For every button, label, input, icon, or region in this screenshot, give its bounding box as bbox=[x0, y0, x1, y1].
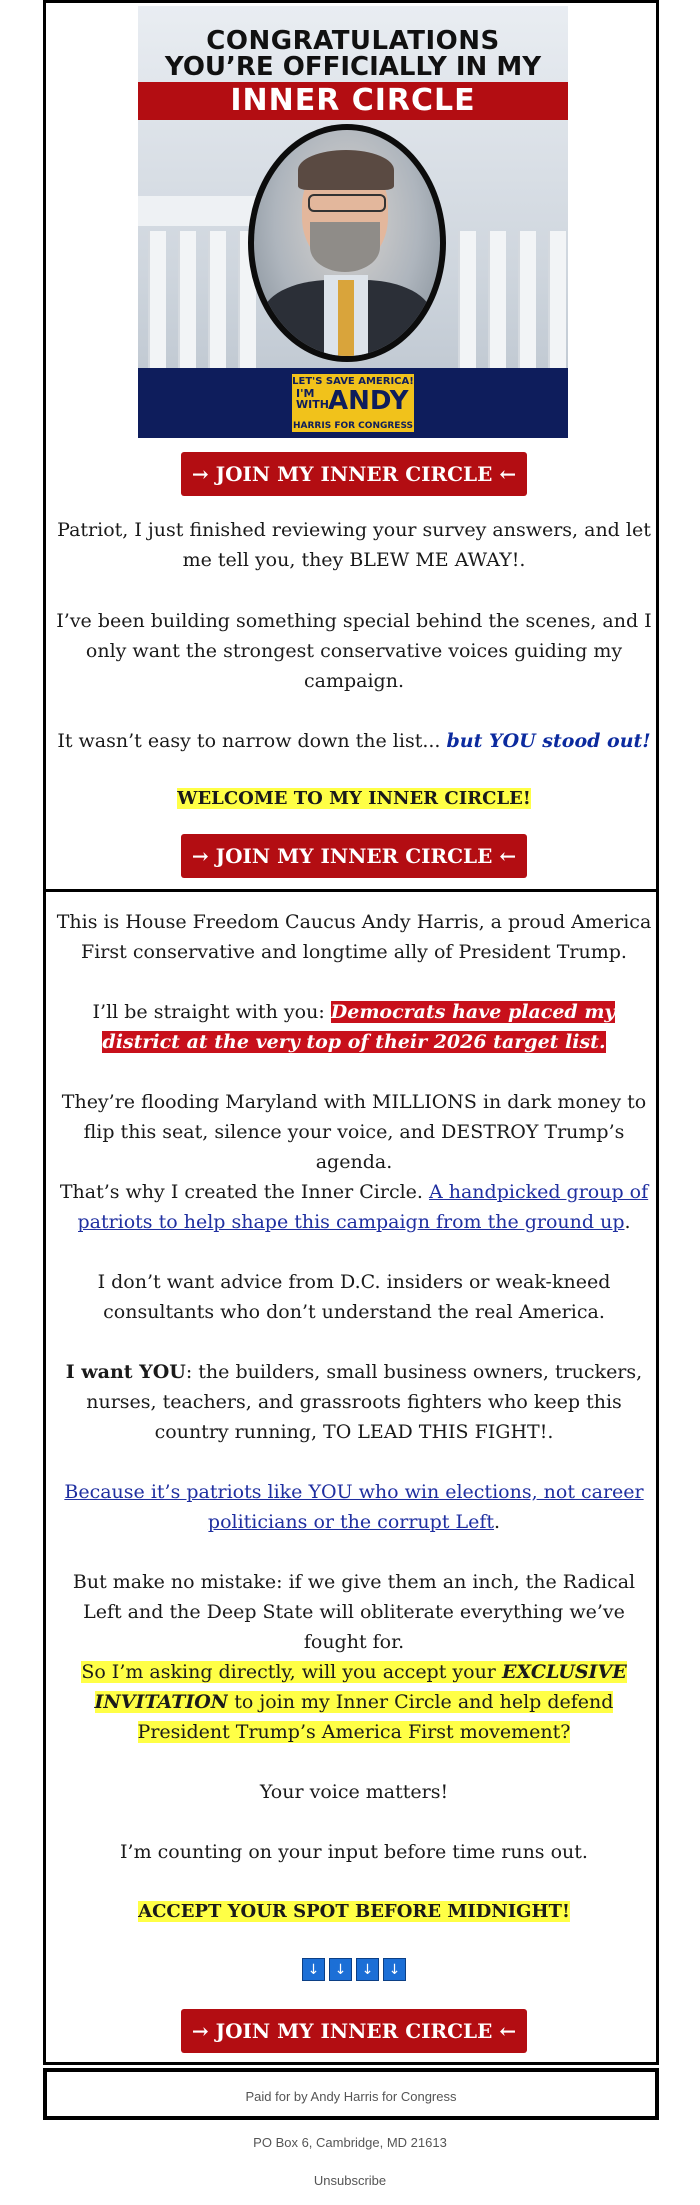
paragraph-invitation bbox=[56, 1657, 652, 1747]
inner-circle-link[interactable]: A handpicked group of patriots to help shape this campaign from the ground up bbox=[77, 1181, 649, 1233]
hero-image bbox=[138, 6, 568, 438]
down-arrow-icon: ↓ bbox=[383, 1958, 406, 1981]
inner-circle-text: That’s why I created the Inner Circle. bbox=[59, 1181, 429, 1203]
paragraph-voice-matters: Your voice matters! bbox=[259, 1781, 449, 1803]
welcome-highlight: WELCOME TO MY INNER CIRCLE! bbox=[177, 788, 531, 809]
unsubscribe-link[interactable]: Unsubscribe bbox=[313, 2173, 387, 2188]
target-list-text: I’ll be straight with you: bbox=[92, 1001, 331, 1023]
down-arrow-icon: ↓ bbox=[329, 1958, 352, 1981]
join-inner-circle-button-3[interactable]: → JOIN MY INNER CIRCLE ← bbox=[181, 2009, 527, 2053]
down-arrow-icon: ↓ bbox=[356, 1958, 379, 1981]
mailing-address: PO Box 6, Cambridge, MD 21613 bbox=[253, 2135, 447, 2150]
down-arrow-icon: ↓ bbox=[302, 1958, 325, 1981]
stood-out-emphasis: but YOU stood out! bbox=[446, 730, 651, 752]
welcome-line bbox=[56, 784, 652, 814]
invitation-text-a: So I’m asking directly, will you accept your bbox=[81, 1661, 502, 1683]
logo-name: ANDY bbox=[328, 386, 409, 416]
paid-for-text: Paid for by Andy Harris for Congress bbox=[245, 2089, 457, 2104]
patriots-period: . bbox=[494, 1511, 501, 1533]
paid-for-box bbox=[43, 2068, 659, 2120]
letter-card bbox=[43, 889, 659, 2065]
join-inner-circle-button[interactable]: → JOIN MY INNER CIRCLE ← bbox=[181, 452, 527, 496]
campaign-logo bbox=[290, 372, 416, 434]
down-arrows bbox=[46, 1958, 662, 1981]
paragraph-building: I’ve been building something special behind the scenes, and I only want the strongest conservative voices guiding my campaign. bbox=[56, 610, 652, 692]
paragraph-insiders: I don’t want advice from D.C. insiders or weak-kneed consultants who don’t understand the real America. bbox=[97, 1271, 611, 1323]
invitation-text-c: to join my Inner Circle and help defend President Trump’s America First movement? bbox=[137, 1691, 614, 1743]
patriots-link[interactable]: Because it’s patriots like YOU who win elections, not career politicians or the corrupt Left bbox=[64, 1481, 644, 1533]
logo-subtitle: HARRIS FOR CONGRESS bbox=[293, 421, 413, 431]
paragraph-counting: I’m counting on your input before time runs out. bbox=[120, 1841, 588, 1863]
invitation-emphasis: EXCLUSIVE INVITATION bbox=[94, 1661, 627, 1713]
deadline-highlight: ACCEPT YOUR SPOT BEFORE MIDNIGHT! bbox=[138, 1901, 570, 1922]
stood-out-text: It wasn’t easy to narrow down the list... bbox=[57, 730, 447, 752]
paragraph-stood-out bbox=[56, 726, 652, 756]
hero-headline-2: YOU’RE OFFICIALLY IN MY bbox=[164, 52, 542, 82]
want-you-bold: I want YOU bbox=[65, 1361, 186, 1383]
paragraph-intro: This is House Freedom Caucus Andy Harris, a proud America First conservative and longtime ally of President Trump. bbox=[56, 911, 652, 963]
want-you-text: : the builders, small business owners, truckers, nurses, teachers, and grassroots fighters who keep this country running, TO LEAD THIS FIGHT!. bbox=[86, 1361, 643, 1443]
logo-im-with: I'M WITH bbox=[296, 387, 329, 411]
paragraph-want-you bbox=[56, 1357, 652, 1447]
deadline-line bbox=[56, 1897, 652, 1927]
logo-tagline: LET'S SAVE AMERICA! bbox=[292, 376, 414, 387]
intro-card bbox=[43, 0, 659, 892]
paragraph-survey: Patriot, I just finished reviewing your survey answers, and let me tell you, they BLEW ME AWAY!. bbox=[57, 519, 651, 571]
hero-footer-band bbox=[138, 368, 568, 438]
target-list-highlight: Democrats have placed my district at the very top of their 2026 target list. bbox=[102, 1001, 616, 1053]
paragraph-target-list bbox=[56, 997, 652, 1057]
candidate-portrait bbox=[248, 124, 446, 362]
paragraph-patriots bbox=[56, 1477, 652, 1537]
paragraph-dark-money: They’re flooding Maryland with MILLIONS in dark money to flip this seat, silence your voice, and DESTROY Trump’s agenda. bbox=[61, 1091, 647, 1173]
inner-circle-period: . bbox=[624, 1211, 631, 1233]
hero-banner: INNER CIRCLE bbox=[138, 82, 568, 120]
paragraph-radical-left: But make no mistake: if we give them an inch, the Radical Left and the Deep State will obliterate everything we’ve fought for. bbox=[72, 1571, 636, 1653]
hero-headline-1: CONGRATULATIONS bbox=[206, 26, 500, 56]
join-inner-circle-button-2[interactable]: → JOIN MY INNER CIRCLE ← bbox=[181, 834, 527, 878]
paragraph-inner-circle bbox=[56, 1177, 652, 1237]
